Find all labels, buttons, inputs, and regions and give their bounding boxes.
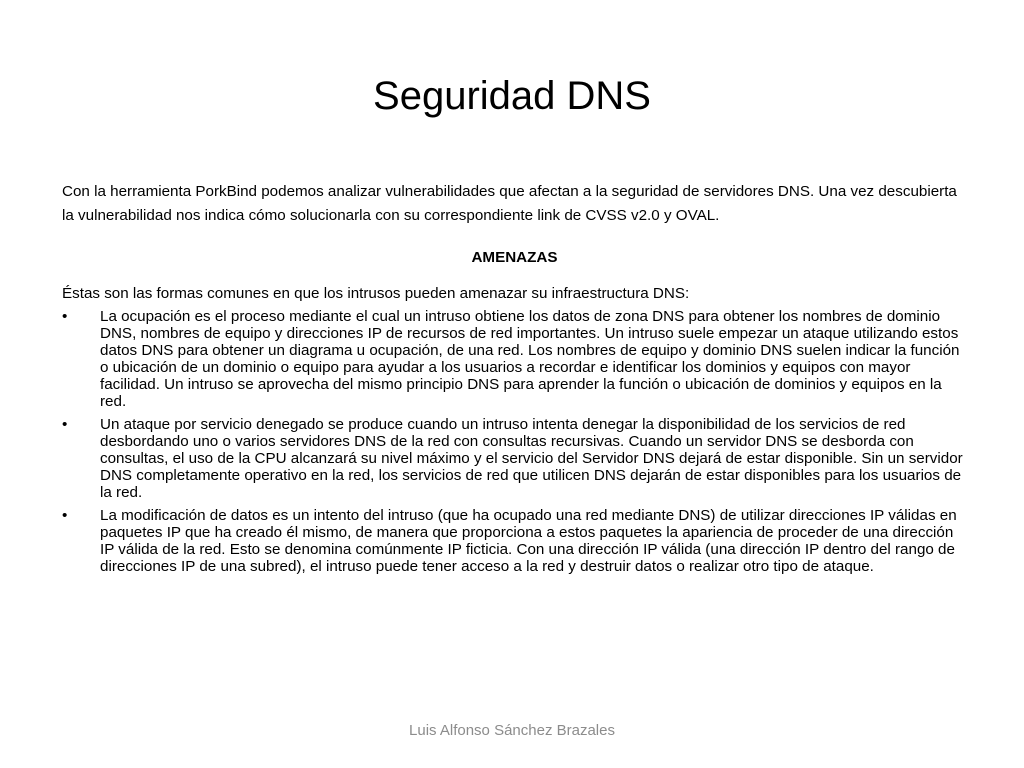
bullet-icon: • [62,416,68,433]
bullet-icon: • [62,507,68,524]
list-item-text: Un ataque por servicio denegado se produce cuando un intruso intenta denegar la disponibilidad de los servicios de red desbordando uno o varios servidores DNS de la red con consultas recursivas. Cuando un servidor DNS se desborda con consultas, el uso de la CPU alcanzará su nivel máximo y el servicio del Servidor DNS dejará de estar disponible. Sin un servidor DNS completamente operativo en la red, los servicios de red que utilicen DNS dejarán de estar disponibles para los usuarios de la red. [100,416,963,501]
list-item-text: La modificación de datos es un intento del intruso (que ha ocupado una red mediante DNS) de utilizar direcciones IP válidas en paquetes IP que ha creado él mismo, de manera que proporciona a estos paquetes la apariencia de proceder de una dirección IP válida de la red. Esto se denomina comúnmente IP ficticia. Con una dirección IP válida (una dirección IP dentro del rango de direcciones IP de una subred), el intruso puede tener acceso a la red y destruir datos o realizar otro tipo de ataque. [100,507,957,575]
slide-body [62,180,967,581]
intro-paragraph: Con la herramienta PorkBind podemos analizar vulnerabilidades que afectan a la seguridad de servidores DNS. Una vez descubierta la vulnerabilidad nos indica cómo solucionarla con su correspondiente link de CVSS v2.0 y OVAL. [62,183,957,224]
list-item-text: La ocupación es el proceso mediante el cual un intruso obtiene los datos de zona DNS para obtener los nombres de dominio DNS, nombres de equipo y direcciones IP de recursos de red importantes. Un intruso suele empezar un ataque utilizando estos datos DNS para obtener un diagrama u ocupación, de una red. Los nombres de equipo y dominio DNS suelen indicar la función o ubicación de un dominio o equipo para ayudar a los usuarios a recordar e identificar los dominios y equipos con mayor facilidad. Un intruso se aprovecha del mismo principio DNS para aprender la función o ubicación de dominios y equipos en la red. [100,308,960,410]
bullet-icon: • [62,308,68,325]
slide-title: Seguridad DNS [373,74,651,118]
section-heading: AMENAZAS [471,249,558,266]
threat-list [62,308,967,575]
list-item [62,416,967,501]
list-item [62,308,967,410]
lead-paragraph: Éstas son las formas comunes en que los intrusos pueden amenazar su infraestructura DNS: [62,285,690,302]
list-item [62,507,967,575]
footer-author: Luis Alfonso Sánchez Brazales [409,722,615,739]
